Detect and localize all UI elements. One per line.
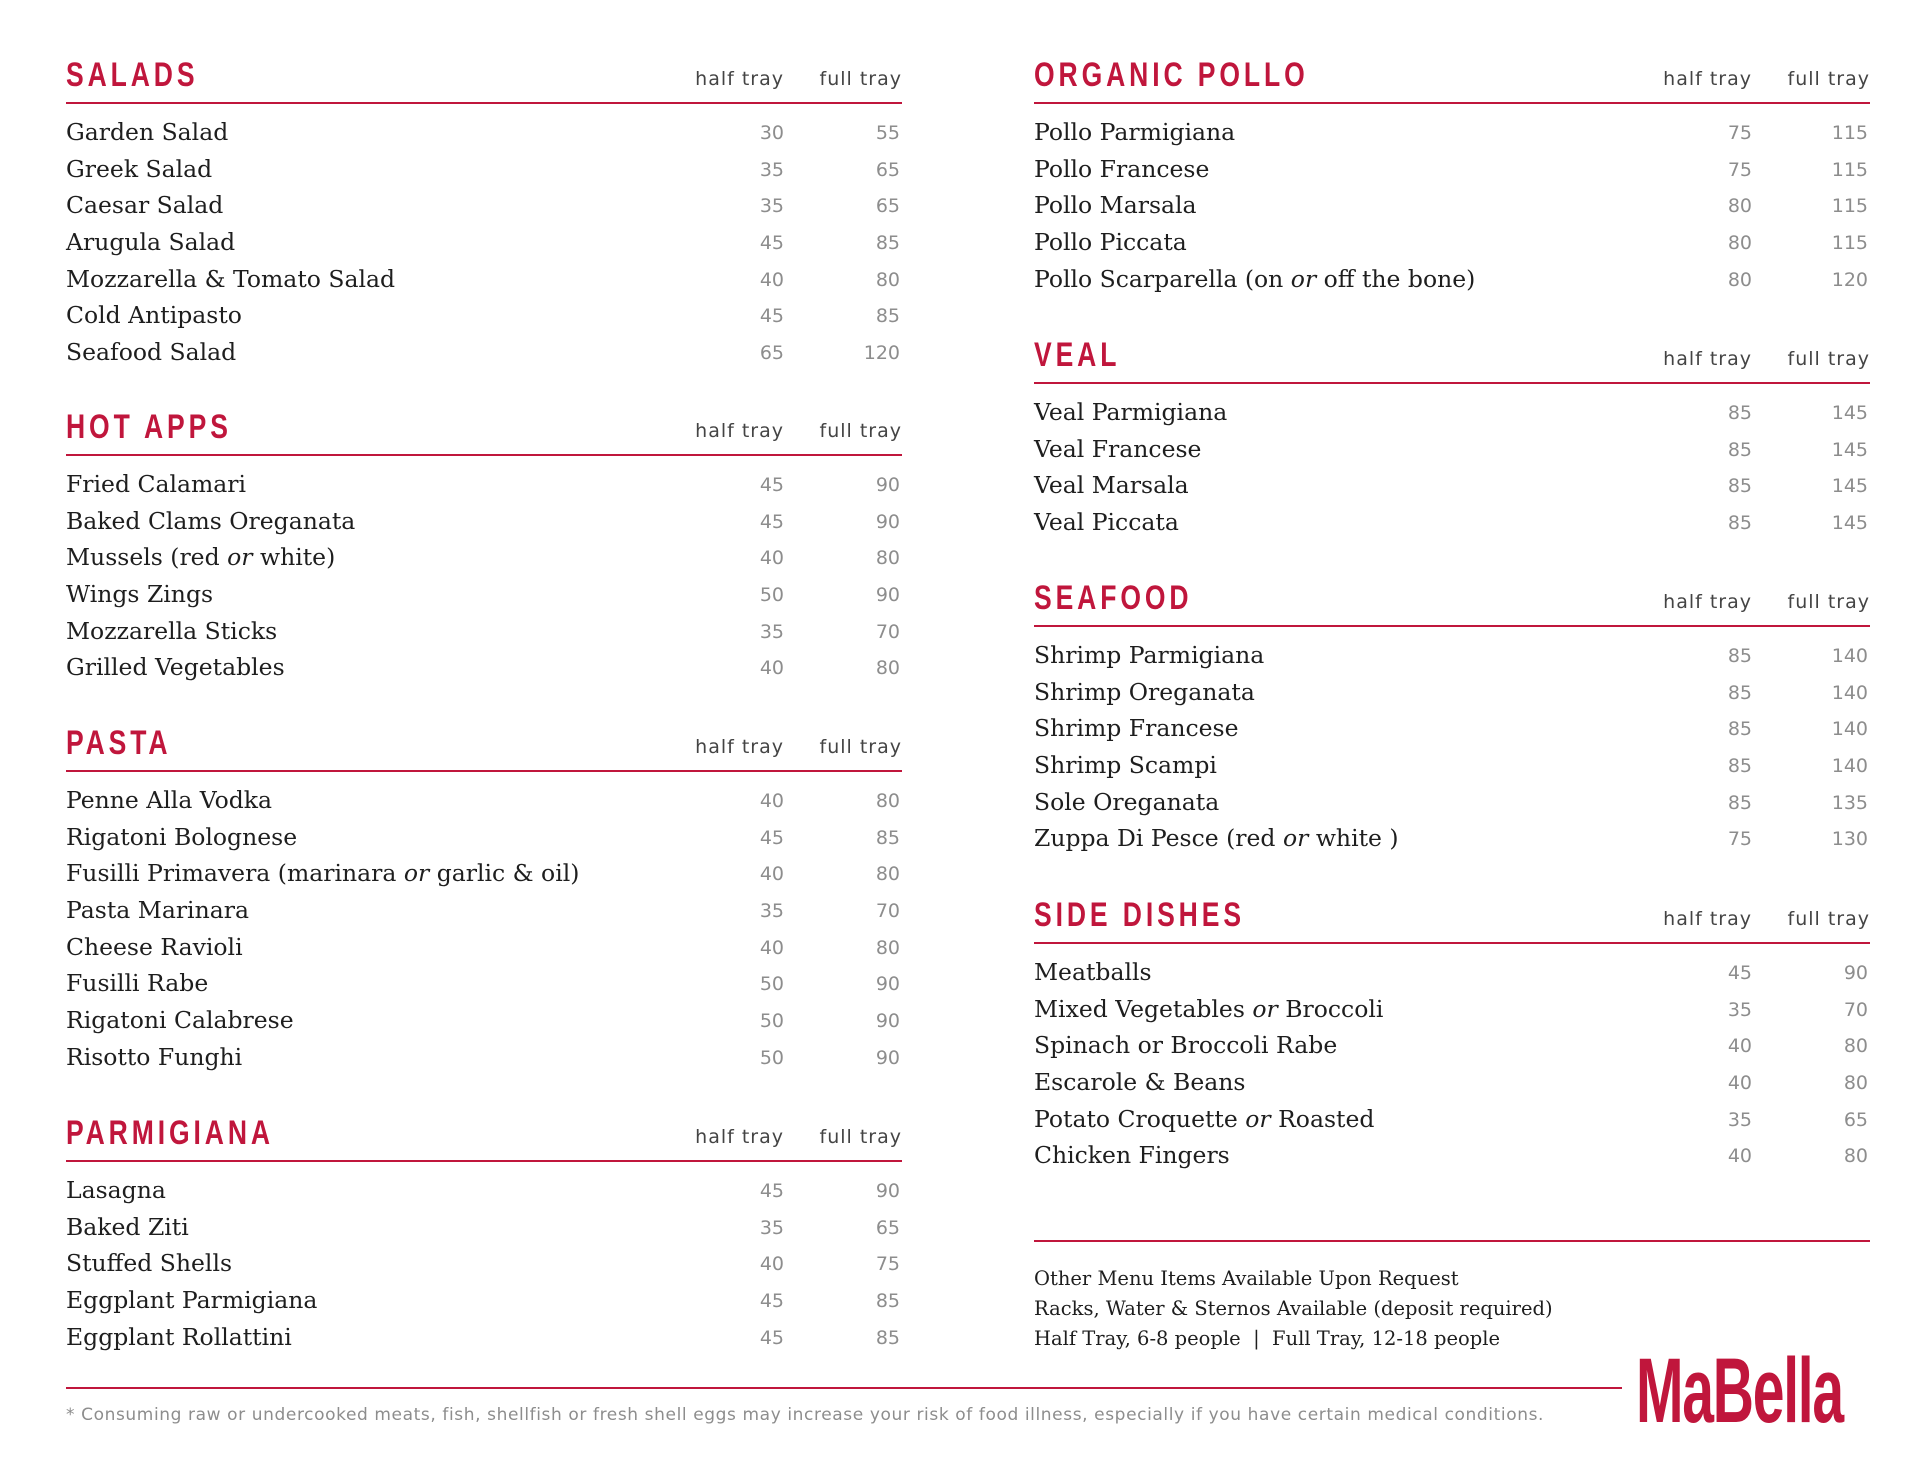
item-name: Rigatoni Calabrese	[66, 1006, 294, 1035]
item-name-part: Mussels (red	[66, 543, 228, 572]
item-name: Baked Ziti	[66, 1212, 189, 1241]
menu-item	[1034, 469, 1870, 506]
item-name-part: garlic & oil)	[429, 859, 580, 888]
full-tray-price: 80	[875, 790, 900, 812]
section-header	[1034, 332, 1870, 384]
full-tray-price: 130	[1831, 828, 1868, 851]
item-name-part: Fusilli Primavera (marinara	[66, 859, 404, 888]
item-name: Garden Salad	[66, 118, 229, 146]
full-tray-price: 115	[1831, 158, 1868, 181]
item-name: Pollo Parmigiana	[1034, 118, 1236, 146]
menu-item	[66, 541, 902, 578]
item-name	[1034, 995, 1383, 1023]
full-tray-price: 75	[875, 1253, 900, 1276]
menu-item	[1034, 263, 1870, 300]
half-tray-price: 45	[759, 474, 784, 496]
full-tray-header: full tray	[819, 736, 902, 758]
full-tray-price: 145	[1831, 475, 1868, 498]
full-tray-price: 90	[875, 584, 900, 607]
half-tray-price: 35	[759, 900, 784, 923]
item-name-part: white)	[252, 543, 336, 572]
item-list	[66, 1174, 902, 1357]
full-tray-price: 90	[1843, 962, 1868, 984]
half-tray-price: 40	[759, 863, 784, 886]
full-tray-price: 90	[875, 510, 900, 533]
menu-item	[66, 153, 902, 190]
item-list	[1034, 116, 1870, 299]
menu-item	[1034, 676, 1870, 713]
full-tray-price: 135	[1831, 791, 1868, 814]
section-header	[1034, 892, 1870, 944]
half-tray-price: 85	[1727, 475, 1752, 498]
full-tray-price: 65	[875, 195, 900, 218]
disclaimer: * Consuming raw or undercooked meats, fish, shellfish or fresh shell eggs may increase your risk of food illness, especially if you have certain medical conditions.	[66, 1405, 1545, 1425]
item-name: Eggplant Rollattini	[66, 1322, 292, 1351]
item-name-or: or	[1245, 1104, 1271, 1133]
menu-item	[1034, 396, 1870, 433]
half-tray-header: half tray	[695, 736, 784, 758]
menu-item	[66, 1247, 902, 1284]
item-name	[66, 543, 335, 571]
full-tray-price: 85	[875, 1290, 900, 1313]
item-name	[1034, 824, 1399, 852]
half-tray-header: half tray	[695, 68, 784, 90]
menu-section-hot-apps	[66, 404, 902, 688]
full-tray-price: 65	[875, 158, 900, 181]
item-name-part: Mixed Vegetables	[1034, 994, 1253, 1023]
menu-section-veal	[1034, 332, 1870, 543]
half-tray-price: 45	[759, 510, 784, 533]
item-name: Pollo Francese	[1034, 154, 1210, 183]
item-name: Penne Alla Vodka	[66, 786, 273, 814]
item-name: Fried Calamari	[66, 470, 247, 498]
half-tray-price: 35	[1727, 1108, 1752, 1131]
section-header	[66, 1110, 902, 1162]
item-list	[66, 468, 902, 688]
full-tray-price: 90	[875, 973, 900, 996]
note-line: Other Menu Items Available Upon Request	[1034, 1267, 1459, 1290]
half-tray-price: 85	[1727, 791, 1752, 814]
item-name	[1034, 1105, 1374, 1133]
section-header	[66, 52, 902, 104]
menu-item	[1034, 749, 1870, 786]
full-tray-price: 120	[863, 342, 900, 365]
half-tray-price: 65	[759, 342, 784, 365]
item-name: Caesar Salad	[66, 191, 224, 220]
half-tray-price: 45	[759, 1180, 784, 1202]
menu-item	[1034, 786, 1870, 823]
item-list	[1034, 956, 1870, 1176]
menu-item	[66, 931, 902, 968]
menu-section-seafood	[1034, 575, 1870, 859]
item-name: Mozzarella Sticks	[66, 616, 278, 645]
full-tray-price: 120	[1831, 268, 1868, 291]
section-title: HOT APPS	[66, 408, 232, 446]
full-tray-price: 70	[1843, 998, 1868, 1021]
item-name: Pollo Piccata	[1034, 228, 1187, 257]
half-tray-header: half tray	[1663, 348, 1752, 370]
half-tray-price: 50	[759, 973, 784, 996]
full-tray-price: 80	[875, 936, 900, 959]
item-name: Lasagna	[66, 1176, 166, 1204]
full-tray-price: 80	[1843, 1145, 1868, 1168]
full-tray-header: full tray	[1787, 908, 1870, 930]
item-name: Mozzarella & Tomato Salad	[66, 264, 396, 293]
half-tray-price: 40	[1727, 1145, 1752, 1168]
section-title: SEAFOOD	[1034, 579, 1193, 617]
menu-section-pasta	[66, 720, 902, 1078]
full-tray-header: full tray	[1787, 68, 1870, 90]
note-line: Half Tray, 6-8 people | Full Tray, 12-18 people	[1034, 1327, 1501, 1350]
item-name: Grilled Vegetables	[66, 653, 285, 682]
item-name: Seafood Salad	[66, 338, 237, 367]
menu-item	[1034, 993, 1870, 1030]
menu-item	[66, 857, 902, 894]
item-name: Cold Antipasto	[66, 301, 242, 330]
menu-item	[66, 116, 902, 153]
half-tray-price: 85	[1727, 681, 1752, 704]
half-tray-price: 40	[759, 1253, 784, 1276]
half-tray-price: 40	[1727, 1035, 1752, 1058]
section-header	[1034, 52, 1870, 104]
menu-item	[66, 189, 902, 226]
half-tray-header: half tray	[695, 1126, 784, 1148]
half-tray-price: 35	[759, 1216, 784, 1239]
item-name: Veal Parmigiana	[1034, 398, 1228, 426]
menu-item	[66, 784, 902, 821]
full-tray-price: 80	[1843, 1072, 1868, 1095]
full-tray-price: 140	[1831, 755, 1868, 778]
menu-item	[66, 336, 902, 373]
item-name: Pollo Marsala	[1034, 191, 1197, 220]
item-name: Pasta Marinara	[66, 896, 249, 925]
full-tray-price: 85	[875, 232, 900, 255]
half-tray-price: 45	[759, 305, 784, 328]
section-title: PASTA	[66, 724, 172, 762]
half-tray-price: 45	[759, 1326, 784, 1349]
section-header	[66, 404, 902, 456]
brand-logo	[1636, 1340, 1870, 1442]
full-tray-price: 85	[875, 1326, 900, 1349]
menu-item	[1034, 153, 1870, 190]
half-tray-price: 50	[759, 1010, 784, 1033]
menu-item	[66, 226, 902, 263]
notes-block	[1034, 1264, 1553, 1354]
item-name-part: Pollo Scarparella (on	[1034, 264, 1291, 293]
full-tray-price: 115	[1831, 232, 1868, 255]
menu-item	[1034, 956, 1870, 993]
full-tray-price: 70	[875, 620, 900, 643]
menu-item	[66, 578, 902, 615]
full-tray-header: full tray	[819, 420, 902, 442]
half-tray-price: 45	[1727, 962, 1752, 984]
half-tray-price: 40	[759, 268, 784, 291]
item-name: Greek Salad	[66, 154, 213, 183]
item-name-or: or	[227, 543, 253, 572]
footer-divider	[66, 1387, 1622, 1389]
menu-item	[66, 1211, 902, 1248]
item-name-or: or	[1290, 264, 1317, 293]
full-tray-price: 140	[1831, 718, 1868, 741]
full-tray-price: 140	[1831, 645, 1868, 667]
half-tray-price: 75	[1727, 158, 1752, 181]
item-name-or: or	[1252, 994, 1278, 1023]
half-tray-price: 85	[1727, 718, 1752, 741]
half-tray-price: 85	[1727, 438, 1752, 461]
item-name	[1034, 265, 1475, 293]
item-name: Shrimp Oreganata	[1034, 677, 1255, 706]
section-header	[1034, 575, 1870, 627]
half-tray-header: half tray	[1663, 908, 1752, 930]
menu-item	[1034, 1139, 1870, 1176]
menu-item	[66, 1004, 902, 1041]
full-tray-price: 80	[875, 268, 900, 291]
item-name-or: or	[403, 859, 430, 888]
section-title: PARMIGIANA	[66, 1114, 274, 1152]
item-name: Veal Marsala	[1034, 471, 1189, 500]
item-list	[1034, 396, 1870, 543]
menu-section-side-dishes	[1034, 892, 1870, 1176]
item-name: Wings Zings	[66, 580, 214, 609]
menu-item	[66, 651, 902, 688]
notes-divider	[1034, 1240, 1870, 1242]
half-tray-price: 40	[759, 790, 784, 812]
full-tray-header: full tray	[1787, 348, 1870, 370]
full-tray-header: full tray	[1787, 591, 1870, 613]
item-name-part: Roasted	[1270, 1104, 1375, 1133]
half-tray-price: 75	[1727, 122, 1752, 144]
full-tray-header: full tray	[819, 1126, 902, 1148]
half-tray-price: 35	[759, 195, 784, 218]
half-tray-price: 45	[759, 1290, 784, 1313]
note-line: Racks, Water & Sternos Available (deposit required)	[1034, 1297, 1553, 1320]
item-name: Fusilli Rabe	[66, 969, 209, 998]
item-name: Cheese Ravioli	[66, 932, 243, 961]
half-tray-price: 30	[759, 122, 784, 144]
menu-item	[1034, 822, 1870, 859]
menu-section-salads	[66, 52, 902, 373]
item-name-part: off the bone)	[1316, 264, 1476, 293]
full-tray-price: 145	[1831, 438, 1868, 461]
full-tray-price: 140	[1831, 681, 1868, 704]
menu-item	[1034, 226, 1870, 263]
item-name-part: Potato Croquette	[1034, 1104, 1246, 1133]
full-tray-price: 70	[875, 900, 900, 923]
menu-item	[66, 1041, 902, 1078]
item-name-part: Zuppa Di Pesce (red	[1034, 824, 1283, 853]
menu-item	[66, 263, 902, 300]
half-tray-price: 80	[1727, 268, 1752, 291]
item-name: Shrimp Francese	[1034, 714, 1239, 743]
full-tray-price: 145	[1831, 512, 1868, 535]
section-title: ORGANIC POLLO	[1034, 56, 1309, 94]
item-name-or: or	[1282, 824, 1309, 853]
item-name: Veal Piccata	[1034, 508, 1179, 537]
menu-item	[1034, 116, 1870, 153]
half-tray-price: 35	[759, 620, 784, 643]
item-name: Eggplant Parmigiana	[66, 1286, 318, 1315]
menu-item	[1034, 433, 1870, 470]
half-tray-price: 40	[1727, 1072, 1752, 1095]
half-tray-price: 50	[759, 1046, 784, 1069]
menu-item	[1034, 639, 1870, 676]
half-tray-price: 40	[759, 936, 784, 959]
full-tray-price: 85	[875, 305, 900, 328]
half-tray-price: 85	[1727, 512, 1752, 535]
full-tray-price: 80	[875, 863, 900, 886]
menu-item	[66, 299, 902, 336]
item-name: Sole Oreganata	[1034, 787, 1220, 816]
section-title: SALADS	[66, 56, 199, 94]
menu-item	[66, 615, 902, 652]
half-tray-price: 45	[759, 232, 784, 255]
full-tray-price: 65	[875, 1216, 900, 1239]
item-name: Risotto Funghi	[66, 1042, 243, 1071]
item-list	[66, 784, 902, 1078]
section-title: SIDE DISHES	[1034, 896, 1245, 934]
half-tray-price: 85	[1727, 402, 1752, 424]
menu-item	[66, 1321, 902, 1358]
full-tray-price: 90	[875, 1010, 900, 1033]
item-list	[1034, 639, 1870, 859]
menu-item	[66, 1284, 902, 1321]
menu-item	[66, 894, 902, 931]
item-name: Arugula Salad	[66, 228, 236, 257]
full-tray-header: full tray	[819, 68, 902, 90]
half-tray-price: 80	[1727, 232, 1752, 255]
half-tray-price: 35	[1727, 998, 1752, 1021]
full-tray-price: 115	[1831, 195, 1868, 218]
menu-item	[1034, 1029, 1870, 1066]
half-tray-price: 80	[1727, 195, 1752, 218]
section-title: VEAL	[1034, 336, 1121, 374]
menu-item	[66, 821, 902, 858]
half-tray-price: 45	[759, 826, 784, 849]
item-name: Rigatoni Bolognese	[66, 822, 298, 851]
item-name: Chicken Fingers	[1034, 1141, 1230, 1170]
item-name: Stuffed Shells	[66, 1249, 233, 1278]
half-tray-price: 85	[1727, 755, 1752, 778]
full-tray-price: 80	[875, 657, 900, 680]
full-tray-price: 115	[1831, 122, 1868, 144]
menu-section-organic-pollo	[1034, 52, 1870, 299]
section-header	[66, 720, 902, 772]
item-name: Spinach or Broccoli Rabe	[1034, 1031, 1338, 1060]
item-name: Escarole & Beans	[1034, 1068, 1246, 1097]
full-tray-price: 85	[875, 826, 900, 849]
menu-item	[1034, 1103, 1870, 1140]
item-name-part: Broccoli	[1277, 994, 1384, 1023]
item-name-part: white )	[1308, 824, 1399, 853]
menu-section-parmigiana	[66, 1110, 902, 1357]
half-tray-price: 40	[759, 657, 784, 680]
item-name: Veal Francese	[1034, 434, 1202, 463]
half-tray-price: 35	[759, 158, 784, 181]
item-name	[66, 859, 579, 887]
menu-item	[1034, 506, 1870, 543]
item-name: Baked Clams Oreganata	[66, 506, 356, 535]
full-tray-price: 65	[1843, 1108, 1868, 1131]
brand-logo-text: MaBella	[1636, 1340, 1843, 1442]
menu-item	[1034, 712, 1870, 749]
menu-item	[66, 505, 902, 542]
full-tray-price: 90	[875, 1046, 900, 1069]
menu-item	[1034, 1066, 1870, 1103]
item-name: Shrimp Scampi	[1034, 751, 1217, 780]
item-name: Meatballs	[1034, 958, 1152, 986]
item-name: Shrimp Parmigiana	[1034, 641, 1265, 669]
full-tray-price: 80	[875, 547, 900, 570]
half-tray-header: half tray	[1663, 591, 1752, 613]
menu-item	[66, 468, 902, 505]
half-tray-price: 50	[759, 584, 784, 607]
item-list	[66, 116, 902, 373]
half-tray-price: 40	[759, 547, 784, 570]
half-tray-header: half tray	[1663, 68, 1752, 90]
full-tray-price: 145	[1831, 402, 1868, 424]
full-tray-price: 90	[875, 474, 900, 496]
menu-item	[66, 1174, 902, 1211]
menu-item	[1034, 189, 1870, 226]
full-tray-price: 55	[875, 122, 900, 144]
full-tray-price: 90	[875, 1180, 900, 1202]
full-tray-price: 80	[1843, 1035, 1868, 1058]
menu-item	[66, 967, 902, 1004]
half-tray-header: half tray	[695, 420, 784, 442]
half-tray-price: 75	[1727, 828, 1752, 851]
half-tray-price: 85	[1727, 645, 1752, 667]
